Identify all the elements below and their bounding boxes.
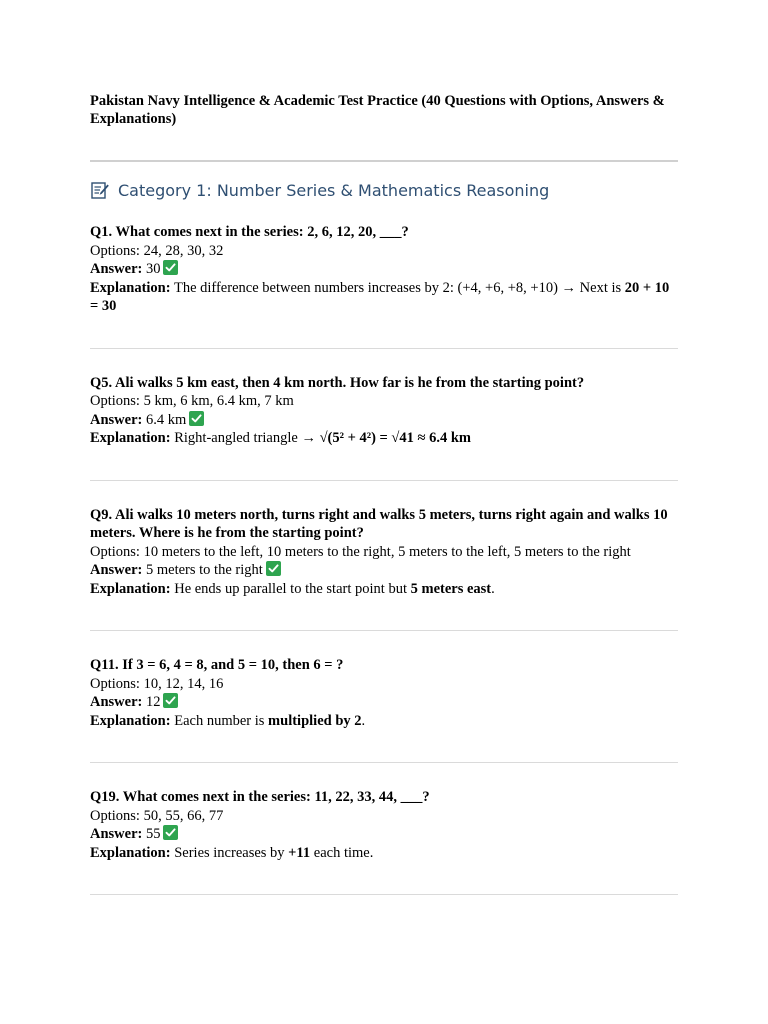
question-block bbox=[90, 506, 678, 599]
question-block bbox=[90, 223, 678, 316]
question-options: Options: 10, 12, 14, 16 bbox=[90, 675, 224, 692]
question-block bbox=[90, 788, 678, 862]
question-explanation bbox=[90, 429, 678, 448]
explanation-text: Each number is bbox=[174, 712, 269, 729]
explanation-highlight: √(5² + 4²) = √41 ≈ 6.4 km bbox=[319, 430, 471, 446]
question-title: Q9. Ali walks 10 meters north, turns right and walks 5 meters, turns right again and walks 10 meters. Where is he from the starting point? bbox=[90, 506, 668, 541]
question-divider bbox=[90, 480, 678, 481]
question-divider bbox=[90, 348, 678, 349]
memo-icon bbox=[90, 180, 110, 200]
explanation-text: Series increases by bbox=[174, 844, 289, 861]
question-options: Options: 5 km, 6 km, 6.4 km, 7 km bbox=[90, 393, 294, 409]
answer-value: 5 meters to the right bbox=[145, 562, 263, 578]
check-mark-icon bbox=[189, 411, 204, 426]
explanation-label: Explanation: bbox=[90, 580, 171, 597]
answer-label: Answer: bbox=[90, 694, 143, 710]
title-divider bbox=[90, 160, 678, 162]
category-heading bbox=[90, 178, 678, 202]
document-page bbox=[90, 92, 678, 895]
explanation-label: Explanation: bbox=[90, 279, 171, 296]
explanation-label: Explanation: bbox=[90, 430, 171, 446]
question-divider bbox=[90, 630, 678, 631]
explanation-text: He ends up parallel to the start point but bbox=[174, 580, 411, 597]
question-answer bbox=[90, 411, 678, 430]
question-block bbox=[90, 374, 678, 448]
explanation-text: The difference between numbers increases by 2: (+4, +6, +8, +10) → Next is bbox=[173, 279, 625, 296]
check-mark-icon bbox=[163, 260, 178, 275]
answer-value: 12 bbox=[145, 694, 161, 710]
question-title: Q1. What comes next in the series: 2, 6, 12, 20, ___? bbox=[90, 224, 409, 240]
explanation-highlight: 5 meters east bbox=[410, 580, 492, 597]
question-answer bbox=[90, 825, 678, 844]
answer-label: Answer: bbox=[90, 562, 143, 578]
question-answer bbox=[90, 693, 678, 712]
question-divider bbox=[90, 762, 678, 763]
answer-value: 55 bbox=[145, 826, 161, 842]
question-answer bbox=[90, 561, 678, 580]
explanation-highlight: +11 bbox=[288, 844, 311, 861]
answer-label: Answer: bbox=[90, 411, 143, 428]
answer-label: Answer: bbox=[90, 826, 143, 842]
question-answer bbox=[90, 260, 678, 279]
question-explanation bbox=[90, 580, 678, 599]
document-title: Pakistan Navy Intelligence & Academic Test Practice (40 Questions with Options, Answers & Explanations) bbox=[90, 93, 665, 127]
question-explanation bbox=[90, 844, 678, 863]
explanation-tail: each time. bbox=[310, 844, 374, 861]
check-mark-icon bbox=[163, 825, 178, 840]
answer-value: 30 bbox=[145, 261, 161, 277]
explanation-highlight: 20 + 10 = 30 bbox=[90, 279, 670, 314]
question-block bbox=[90, 656, 678, 730]
check-mark-icon bbox=[163, 693, 178, 708]
explanation-highlight: multiplied by 2 bbox=[268, 712, 362, 729]
question-divider bbox=[90, 894, 678, 895]
question-options: Options: 24, 28, 30, 32 bbox=[90, 242, 224, 259]
check-mark-icon bbox=[266, 561, 281, 576]
category-label: Category 1: Number Series & Mathematics Reasoning bbox=[118, 180, 550, 200]
answer-label: Answer: bbox=[90, 261, 143, 277]
question-explanation bbox=[90, 279, 678, 316]
question-options: Options: 50, 55, 66, 77 bbox=[90, 807, 224, 824]
explanation-label: Explanation: bbox=[90, 712, 171, 729]
question-options: Options: 10 meters to the left, 10 meters to the right, 5 meters to the left, 5 meters to the right bbox=[90, 543, 631, 560]
explanation-tail: . bbox=[361, 712, 366, 729]
explanation-label: Explanation: bbox=[90, 844, 171, 861]
explanation-tail: . bbox=[491, 580, 495, 597]
answer-value: 6.4 km bbox=[145, 411, 187, 428]
question-title: Q19. What comes next in the series: 11, 22, 33, 44, ___? bbox=[90, 789, 430, 805]
explanation-text: Right-angled triangle → bbox=[174, 430, 320, 446]
question-title: Q11. If 3 = 6, 4 = 8, and 5 = 10, then 6 = ? bbox=[90, 657, 344, 673]
question-explanation bbox=[90, 712, 678, 731]
question-title: Q5. Ali walks 5 km east, then 4 km north. How far is he from the starting point? bbox=[90, 374, 585, 391]
